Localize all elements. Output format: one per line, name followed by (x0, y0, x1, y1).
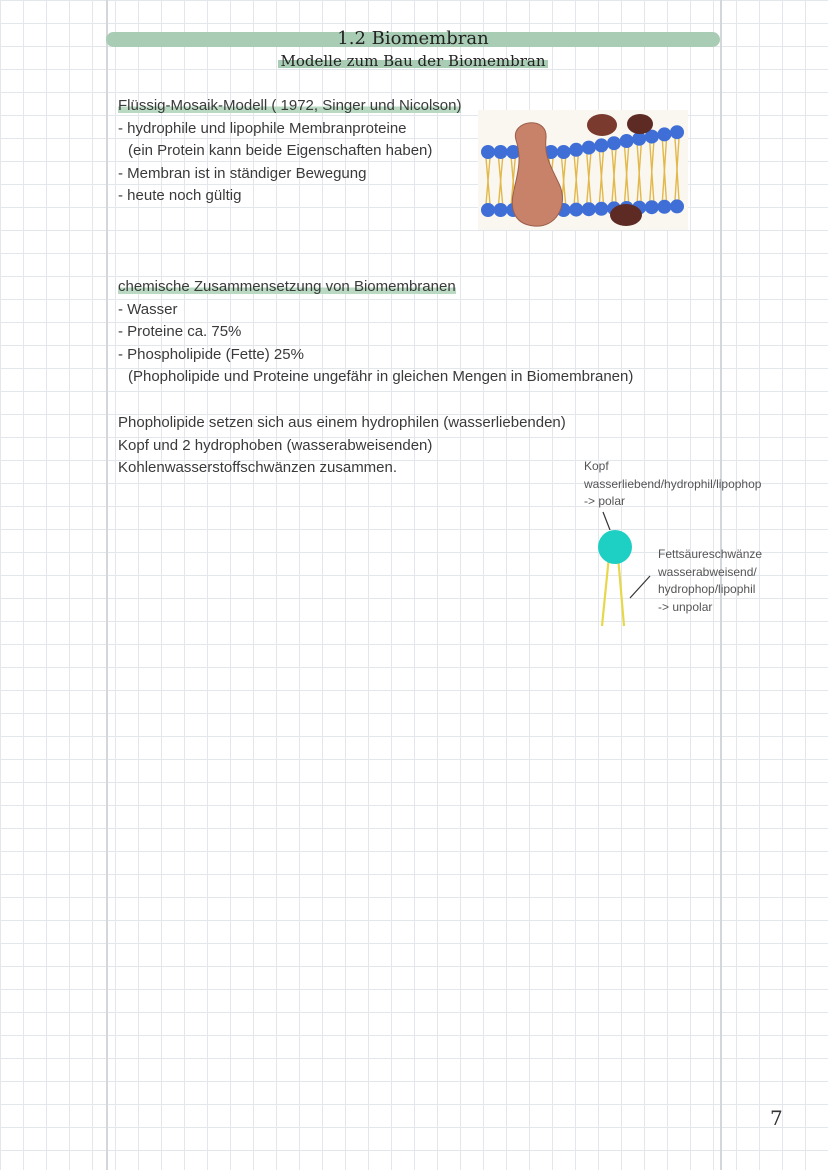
left-margin-line (106, 0, 108, 1170)
lipid-head (594, 138, 608, 152)
phospholipid-line: Kopf und 2 hydrophoben (wasserabweisenden) (118, 436, 433, 454)
composition-line: - Wasser (118, 300, 178, 318)
composition-line: (Phopholipide und Proteine ungefähr in gleichen Mengen in Biomembranen) (128, 368, 634, 385)
lipid-head (582, 141, 596, 155)
lipid-head (670, 125, 684, 139)
composition-section (118, 276, 633, 389)
model-line: - Membran ist in ständiger Bewegung (118, 164, 367, 182)
phospholipid-head (598, 530, 632, 564)
tail-label-line: -> unpolar (658, 599, 713, 614)
fatty-acid-tail-left (602, 556, 609, 626)
tail-label-line: Fettsäureschwänze (658, 547, 763, 561)
model-line: - hydrophile und lipophile Membranproteine (118, 119, 407, 137)
composition-heading: chemische Zusammensetzung von Biomembranen (118, 278, 456, 295)
lipid-head (657, 127, 671, 141)
model-line: (ein Protein kann beide Eigenschaften haben) (128, 142, 433, 159)
tail-label-line: wasserabweisend/ (658, 564, 757, 579)
phospholipid-line: Kohlenwasserstoffschwänzen zusammen. (118, 459, 398, 476)
lipid-head (594, 202, 608, 216)
page-subtitle: Modelle zum Bau der Biomembran (280, 52, 546, 70)
lipid-head (670, 199, 684, 213)
membrane-illustration (478, 110, 688, 230)
fatty-acid-tail-right (618, 556, 624, 626)
phospholipid-description (118, 412, 566, 480)
page-number: 7 (770, 1106, 783, 1130)
peripheral-protein-top-right (627, 114, 653, 134)
fluid-mosaic-heading: Flüssig-Mosaik-Modell ( 1972, Singer und Nicolson) (118, 97, 462, 114)
lipid-head (645, 200, 659, 214)
lipid-head (557, 145, 571, 159)
subtitle-wrapper (106, 52, 720, 71)
lipid-head (569, 203, 583, 217)
head-label-line: -> polar (584, 494, 626, 508)
lipid-head (620, 134, 634, 148)
head-label (584, 458, 761, 511)
lipid-head (582, 202, 596, 216)
peripheral-protein-bottom (610, 204, 642, 226)
lipid-head (481, 203, 495, 217)
lipid-head (607, 136, 621, 150)
composition-line: - Phospholipide (Fette) 25% (118, 345, 304, 363)
tail-label (658, 546, 762, 616)
head-label-line: wasserliebend/hydrophil/lipophop (584, 476, 762, 491)
composition-line: - Proteine ca. 75% (118, 323, 242, 340)
peripheral-protein-top-left (587, 114, 617, 136)
lipid-head (481, 145, 495, 159)
model-line: - heute noch gültig (118, 187, 242, 204)
lipid-head (494, 145, 508, 159)
head-label-line: Kopf (584, 459, 609, 473)
lipid-head (657, 200, 671, 214)
lipid-head (569, 143, 583, 157)
page-title: 1.2 Biomembran (337, 28, 489, 49)
tail-pointer-line (628, 574, 652, 600)
phospholipid-line: Phopholipide setzen sich aus einem hydrophilen (wasserliebenden) (118, 414, 566, 431)
fluid-mosaic-section (118, 95, 461, 208)
lipid-head (494, 203, 508, 217)
tail-label-line: hydrophop/lipophil (658, 582, 756, 596)
